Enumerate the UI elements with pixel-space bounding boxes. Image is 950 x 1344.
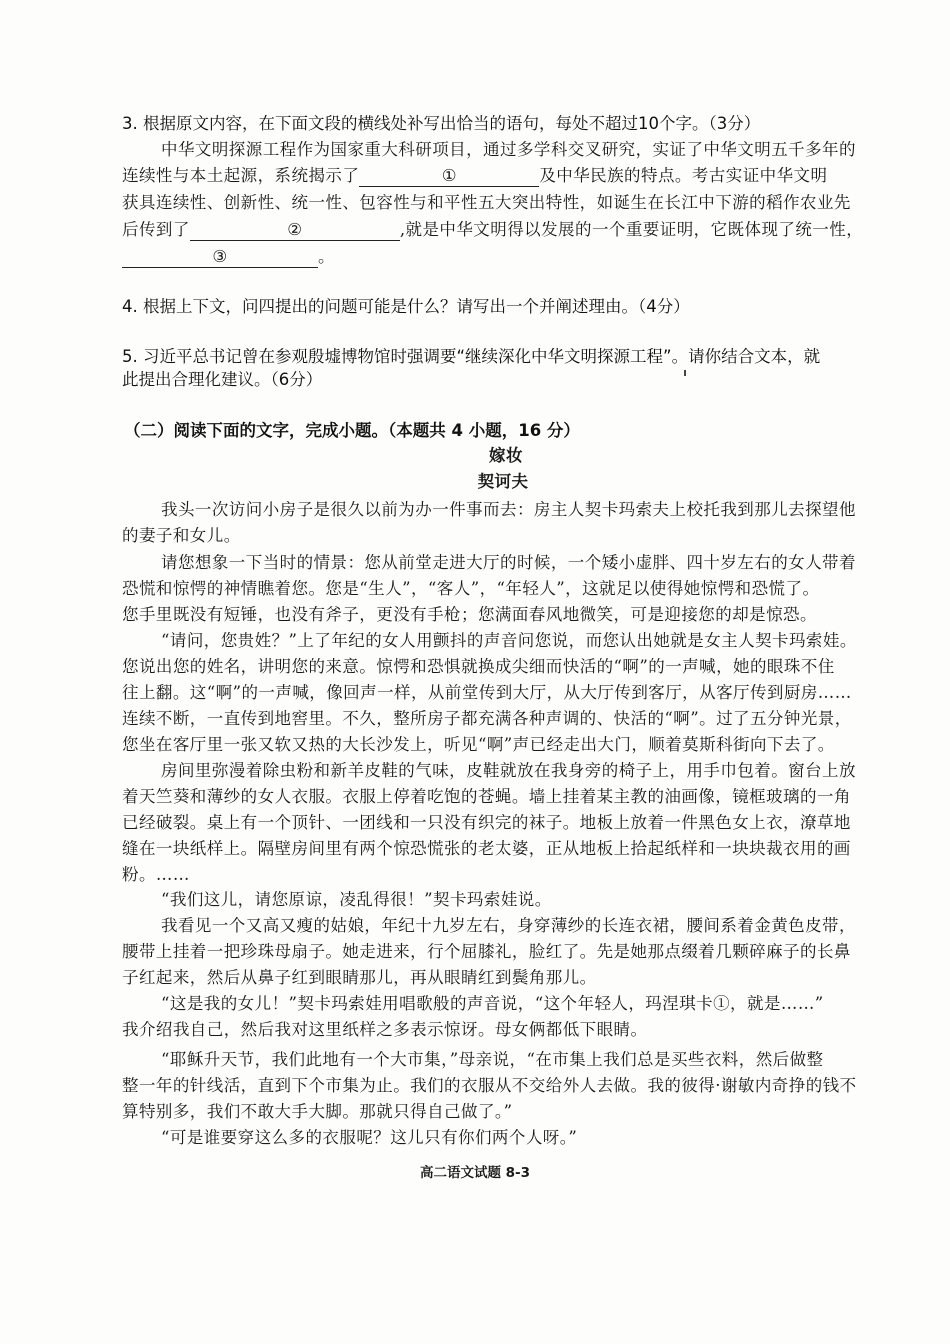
section-2-header: （二）阅读下面的文字，完成小题。（本题共 4 小题，16 分） — [124, 421, 580, 440]
article-line: 整一年的针线活，直到下个市集为止。我们的衣服从不交给外人去做。我的彼得·谢敏内奇挣的钱不 — [122, 1076, 857, 1095]
article-line: 我头一次访问小房子是很久以前为办一件事而去：房主人契卡玛索夫上校托我到那儿去探望他 — [161, 500, 856, 519]
article-line: “我们这儿，请您原谅，凌乱得很！”契卡玛索娃说。 — [161, 890, 552, 909]
article-line: 缝在一块纸样上。隔壁房间里有两个惊恐慌张的老太婆，正从地板上拾起纸样和一块块裁衣用的画 — [122, 839, 851, 858]
fill-blank-1[interactable]: ① — [359, 166, 539, 187]
page-footer: 高二语文试题 8-3 — [419, 1165, 531, 1181]
article-line: 我看见一个又高又瘦的姑娘，年纪十九岁左右，身穿薄纱的长连衣裙，腰间系着金黄色皮带， — [161, 916, 856, 935]
q5-stem-line-1: 5. 习近平总书记曾在参观殷墟博物馆时强调要“继续深化中华文明探源工程”。请你结合文本，就 — [122, 347, 821, 366]
article-line: 着天竺葵和薄纱的女人衣服。衣服上停着吃饱的苍蝇。墙上挂着某主教的油画像，镜框玻璃的一角 — [122, 787, 851, 806]
fill-blank-2[interactable]: ② — [190, 220, 400, 241]
fill-blank-3[interactable]: ③ — [122, 247, 318, 268]
article-line: “耶稣升天节，我们此地有一个大市集，”母亲说，“在市集上我们总是买些衣料，然后做整 — [161, 1050, 824, 1069]
q3-passage-line-4b: ,就是中华文明得以发展的一个重要证明，它既体现了统一性， — [399, 220, 864, 239]
q3-stem: 3. 根据原文内容，在下面文段的横线处补写出恰当的语句，每处不超过10个字。（3分） — [122, 114, 761, 133]
article-line: 往上翻。这“啊”的一声喊，像回声一样，从前堂传到大厅，从大厅传到客厅，从客厅传到厨房…… — [122, 683, 852, 702]
article-line: 房间里弥漫着除虫粉和新羊皮鞋的气味，皮鞋就放在我身旁的椅子上，用手巾包着。窗台上放 — [161, 761, 856, 780]
article-line: 已经破裂。桌上有一个顶针、一团线和一只没有织完的袜子。地板上放着一件黑色女上衣，潦草地 — [122, 813, 851, 832]
article-line: 的妻子和女儿。 — [122, 526, 241, 545]
article-line: 子红起来，然后从鼻子红到眼睛那儿，再从眼睛红到鬓角那儿。 — [122, 968, 597, 987]
article-line: 请您想象一下当时的情景：您从前堂走进大厅的时候，一个矮小虚胖、四十岁左右的女人带着 — [161, 553, 856, 572]
article-line: 粉。…… — [122, 865, 190, 884]
article-line: “请问，您贵姓？”上了年纪的女人用颤抖的声音问您说，而您认出她就是女主人契卡玛索娃。 — [161, 631, 857, 650]
article-line: 您坐在客厅里一张又软又热的大长沙发上，听见“啊”声已经走出大门，顺着莫斯科街向下去了。 — [122, 735, 835, 754]
q3-passage-line-1: 中华文明探源工程作为国家重大科研项目，通过多学科交叉研究，实证了中华文明五千多年的 — [161, 140, 856, 159]
article-line: 恐慌和惊愕的神情瞧着您。您是“生人”，“客人”，“年轻人”，这就足以使得她惊愕和恐慌了。 — [122, 579, 820, 598]
q3-passage-line-2a: 连续性与本土起源，系统揭示了 — [122, 166, 360, 185]
article-line: 算特别多，我们不敢大手大脚。那就只得自己做了。” — [122, 1102, 513, 1121]
article-line: “这是我的女儿！”契卡玛索娃用唱歌般的声音说，“这个年轻人，玛涅琪卡①，就是……” — [161, 994, 824, 1013]
q3-passage-line-2b: 及中华民族的特点。考古实证中华文明 — [539, 166, 828, 185]
article-line: 您说出您的姓名，讲明您的来意。惊愕和恐惧就换成尖细而快活的“啊”的一声喊，她的眼珠不住 — [122, 657, 835, 676]
q5-stem-line-2: 此提出合理化建议。（6分） — [122, 370, 323, 389]
q4-stem: 4. 根据上下文，问四提出的问题可能是什么？请写出一个并阐述理由。（4分） — [122, 297, 690, 316]
article-line: 我介绍我自己，然后我对这里纸样之多表示惊讶。母女俩都低下眼睛。 — [122, 1020, 648, 1039]
scan-speck — [684, 370, 686, 376]
q3-passage-line-5b: 。 — [318, 247, 335, 266]
q3-passage-line-4 — [122, 216, 863, 241]
article-line: 连续不断，一直传到地窖里。不久，整所房子都充满各种声调的、快活的“啊”。过了五分钟光景， — [122, 709, 852, 728]
article-title: 嫁妆 — [489, 446, 523, 465]
article-line: “可是谁要穿这么多的衣服呢？这儿只有你们两个人呀。” — [161, 1128, 578, 1147]
article-author: 契诃夫 — [477, 472, 529, 491]
q3-passage-line-3: 获具连续性、创新性、统一性、包容性与和平性五大突出特性，如诞生在长江中下游的稻作农业先 — [122, 193, 851, 212]
q3-passage-line-5 — [122, 243, 335, 268]
article-line: 您手里既没有短锤，也没有斧子，更没有手枪；您满面春风地微笑，可是迎接您的却是惊恐。 — [122, 605, 817, 624]
article-line: 腰带上挂着一把珍珠母扇子。她走进来，行个屈膝礼，脸红了。先是她那点缀着几颗碎麻子的长鼻 — [122, 942, 851, 961]
q3-passage-line-4a: 后传到了 — [122, 220, 190, 239]
q3-passage-line-2 — [122, 162, 827, 187]
